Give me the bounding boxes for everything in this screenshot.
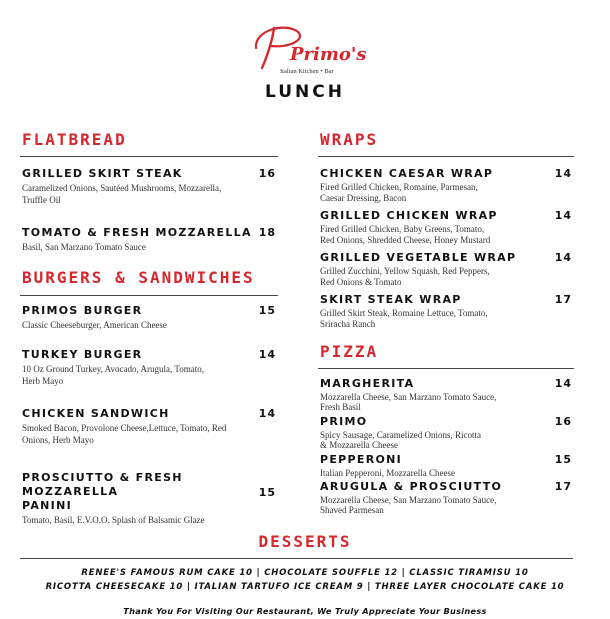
item-price: 14	[258, 407, 276, 420]
item-description: 10 Oz Ground Turkey, Avocado, Arugula, Tomato, Herb Mayo	[22, 364, 204, 386]
menu-item-pepperoni	[320, 453, 574, 478]
primos-logo	[250, 18, 370, 82]
menu-item-chicken-caesar-wrap	[320, 167, 574, 204]
desserts-rule	[20, 558, 573, 559]
menu-item-chicken-sandwich	[22, 407, 278, 446]
item-description: Fired Grilled Chicken, Baby Greens, Tomato, Red Onions, Shredded Cheese, Honey Mustard	[320, 224, 491, 245]
item-price: 15	[554, 453, 572, 466]
logo-tagline: Italian Kitchen • Bar	[280, 68, 334, 75]
item-price: 15	[258, 486, 276, 499]
item-price: 14	[554, 251, 572, 264]
item-price: 14	[258, 348, 276, 361]
item-description: Mozzarella Cheese, San Marzano Tomato Sauce, Shaved Parmesan	[320, 495, 497, 515]
item-price: 16	[554, 415, 572, 428]
menu-item-skirt-steak-wrap	[320, 293, 574, 330]
burgers-rule	[20, 295, 278, 296]
item-description: Grilled Skirt Steak, Romaine Lettuce, Tomato, Sriracha Ranch	[320, 308, 488, 329]
desserts-line-1: RENEE'S FAMOUS RUM CAKE 10 | CHOCOLATE SOUFFLE 12 | CLASSIC TIRAMISU 10	[81, 568, 529, 578]
item-name: PEPPERONI	[320, 453, 403, 466]
item-description: Tomato, Basil, E.V.O.O. Splash of Balsamic Glaze	[22, 515, 205, 525]
menu-item-primos-burger	[22, 304, 278, 331]
item-description: Fired Grilled Chicken, Romaine, Parmesan, Caesar Dressing, Bacon	[320, 182, 478, 203]
logo-wordmark: Primo's	[290, 44, 367, 65]
item-name: GRILLED CHICKEN WRAP	[320, 209, 498, 222]
item-name: ARUGULA & PROSCIUTTO	[320, 480, 503, 493]
item-name: PROSCIUTTO & FRESH MOZZARELLA	[22, 471, 183, 498]
desserts-heading: DESSERTS	[258, 532, 352, 551]
pizza-rule	[318, 368, 574, 369]
item-description: Smoked Bacon, Provolone Cheese,Lettuce, Tomato, Red Onions, Herb Mayo	[22, 423, 227, 445]
menu-item-arugula-prosciutto	[320, 480, 574, 515]
item-price: 14	[554, 167, 572, 180]
item-description: Italian Pepperoni, Mozzarella Cheese	[320, 468, 455, 478]
menu-item-tomato-fresh-mozzarella	[22, 226, 278, 253]
item-name: TOMATO & FRESH MOZZARELLA	[22, 226, 252, 239]
item-price: 17	[554, 293, 572, 306]
item-price: 14	[554, 377, 572, 390]
item-name: GRILLED SKIRT STEAK	[22, 167, 183, 180]
item-description: Caramelized Onions, Sautéed Mushrooms, Mozzarella, Truffle Oil	[22, 183, 222, 205]
item-description: Basil, San Marzano Tomato Sauce	[22, 242, 146, 252]
menu-item-prosciutto-panini	[22, 471, 278, 526]
menu-item-grilled-chicken-wrap	[320, 209, 574, 246]
item-name: MARGHERITA	[320, 377, 415, 390]
menu-title: LUNCH	[265, 82, 345, 102]
desserts-line-2: RICOTTA CHEESECAKE 10 | ITALIAN TARTUFO ICE CREAM 9 | THREE LAYER CHOCOLATE CAKE 10	[45, 582, 565, 592]
menu-item-grilled-vegetable-wrap	[320, 251, 574, 288]
item-name: GRILLED VEGETABLE WRAP	[320, 251, 517, 264]
item-name: TURKEY BURGER	[22, 348, 143, 361]
item-description: Classic Cheeseburger, American Cheese	[22, 320, 167, 330]
burgers-sandwiches-heading: BURGERS & SANDWICHES	[22, 268, 255, 287]
item-name: PRIMOS BURGER	[22, 304, 143, 317]
item-price: 15	[258, 304, 276, 317]
item-name: SKIRT STEAK WRAP	[320, 293, 462, 306]
pizza-heading: PIZZA	[320, 342, 379, 361]
item-description: Mozzarella Cheese, San Marzano Tomato Sauce, Fresh Basil	[320, 392, 497, 412]
item-price: 17	[554, 480, 572, 493]
item-name: PRIMO	[320, 415, 368, 428]
menu-item-turkey-burger	[22, 348, 278, 387]
flatbread-heading: FLATBREAD	[22, 130, 127, 149]
wraps-rule	[318, 156, 574, 157]
menu-item-primo	[320, 415, 574, 450]
item-description: Spicy Sausage, Caramelized Onions, Ricotta & Mozzarella Cheese	[320, 430, 481, 450]
item-price: 14	[554, 209, 572, 222]
item-name-continued: PANINI	[22, 499, 72, 512]
menu-item-grilled-skirt-steak	[22, 167, 278, 206]
flatbread-rule	[20, 156, 278, 157]
item-name: CHICKEN CAESAR WRAP	[320, 167, 494, 180]
primos-script-logo-graphic	[250, 18, 370, 74]
footer-thank-you: Thank You For Visiting Our Restaurant, We Truly Appreciate Your Business	[123, 606, 487, 616]
wraps-heading: WRAPS	[320, 130, 379, 149]
item-name: CHICKEN SANDWICH	[22, 407, 170, 420]
item-price: 18	[258, 226, 276, 239]
menu-item-margherita	[320, 377, 574, 412]
item-description: Grilled Zucchini, Yellow Squash, Red Peppers, Red Onions & Tomato	[320, 266, 490, 287]
item-price: 16	[258, 167, 276, 180]
